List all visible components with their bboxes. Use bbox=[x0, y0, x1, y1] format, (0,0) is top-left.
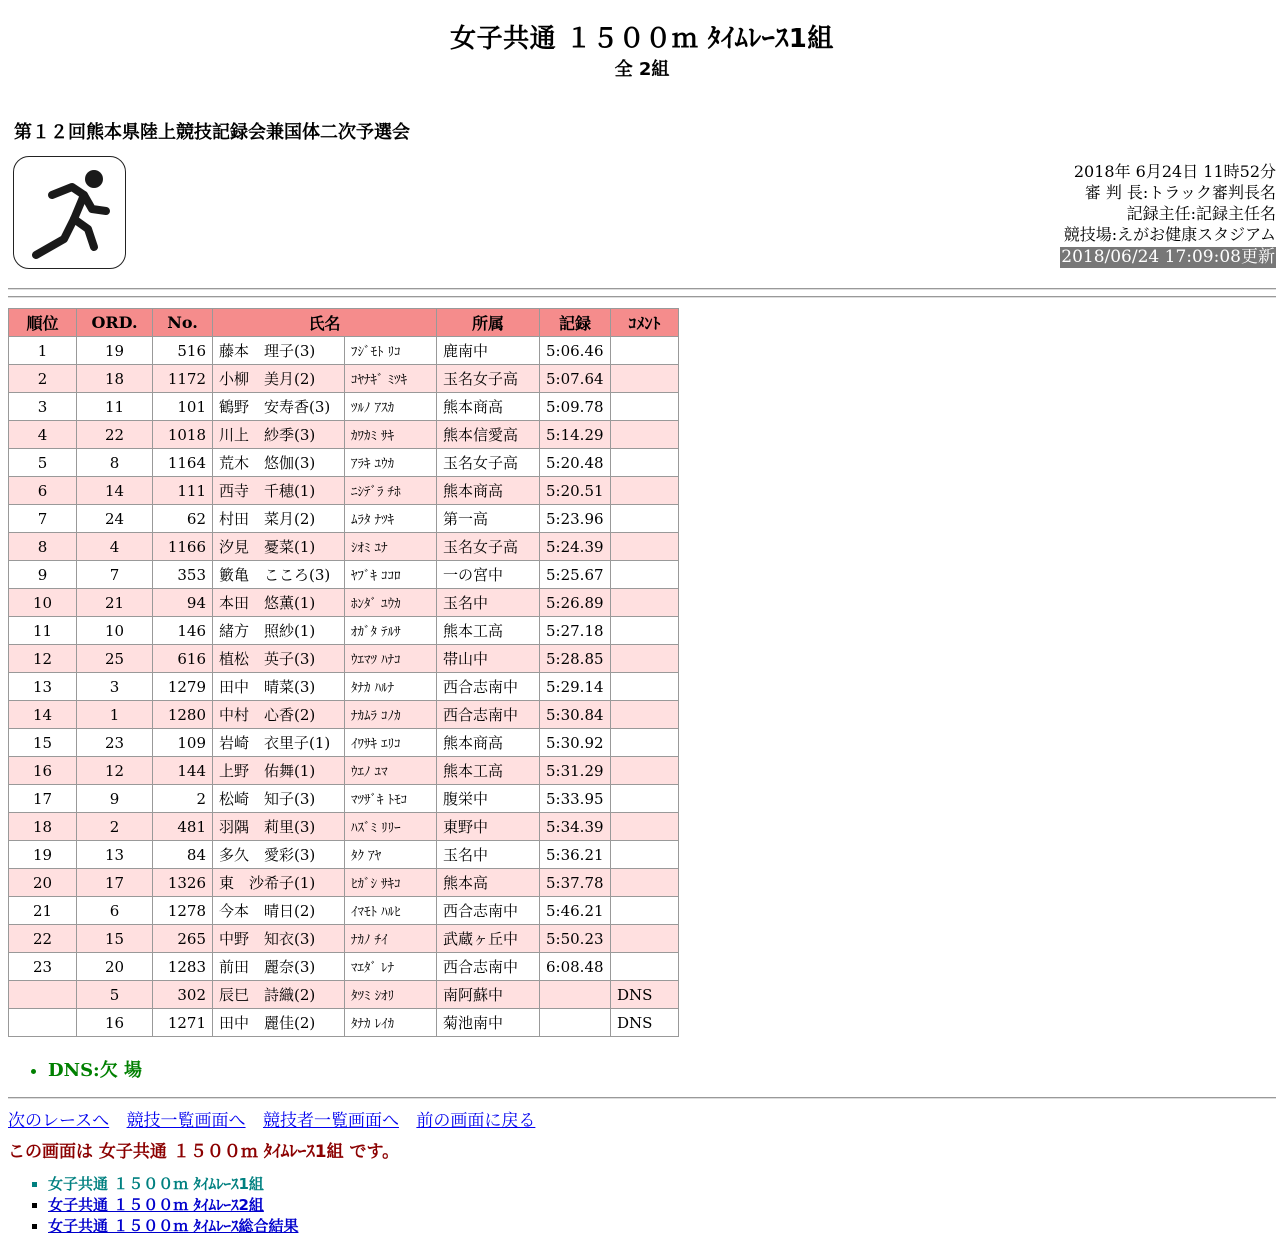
cell-record: 5:50.23 bbox=[540, 925, 611, 953]
cell-no: 1166 bbox=[153, 533, 213, 561]
cell-comment bbox=[611, 393, 679, 421]
cell-rank: 17 bbox=[9, 785, 77, 813]
cell-comment bbox=[611, 701, 679, 729]
cell-rank: 19 bbox=[9, 841, 77, 869]
cell-team: 玉名女子高 bbox=[437, 449, 540, 477]
cell-kana: ﾌｼﾞﾓﾄ ﾘｺ bbox=[345, 337, 437, 365]
cell-record: 5:09.78 bbox=[540, 393, 611, 421]
cell-team: 熊本商高 bbox=[437, 393, 540, 421]
cell-record: 5:14.29 bbox=[540, 421, 611, 449]
cell-ord: 4 bbox=[77, 533, 153, 561]
cell-rank: 14 bbox=[9, 701, 77, 729]
cell-team: 西合志南中 bbox=[437, 897, 540, 925]
cell-no: 111 bbox=[153, 477, 213, 505]
cell-kana: ﾀﾂﾐ ｼｵﾘ bbox=[345, 981, 437, 1009]
cell-team: 鹿南中 bbox=[437, 337, 540, 365]
table-row bbox=[9, 337, 679, 365]
cell-record: 5:23.96 bbox=[540, 505, 611, 533]
table-row bbox=[9, 953, 679, 981]
cell-record: 5:36.21 bbox=[540, 841, 611, 869]
cell-record: 5:26.89 bbox=[540, 589, 611, 617]
race-list bbox=[28, 1174, 298, 1237]
cell-name: 辰巳 詩織(2) bbox=[213, 981, 345, 1009]
table-row bbox=[9, 981, 679, 1009]
cell-ord: 18 bbox=[77, 365, 153, 393]
cell-kana: ﾋｶﾞｼ ｻｷｺ bbox=[345, 869, 437, 897]
table-header-row bbox=[9, 309, 679, 337]
cell-no: 265 bbox=[153, 925, 213, 953]
table-row bbox=[9, 673, 679, 701]
cell-kana: ｺﾔﾅｷﾞ ﾐﾂｷ bbox=[345, 365, 437, 393]
race-link-overall[interactable]: 女子共通 １５００ｍ ﾀｲﾑﾚｰｽ総合結果 bbox=[48, 1217, 299, 1235]
cell-record: 5:30.92 bbox=[540, 729, 611, 757]
cell-rank bbox=[9, 981, 77, 1009]
table-row bbox=[9, 589, 679, 617]
table-row bbox=[9, 1009, 679, 1037]
table-row bbox=[9, 757, 679, 785]
cell-no: 1280 bbox=[153, 701, 213, 729]
cell-ord: 9 bbox=[77, 785, 153, 813]
cell-comment bbox=[611, 449, 679, 477]
table-row bbox=[9, 701, 679, 729]
table-row bbox=[9, 421, 679, 449]
cell-no: 616 bbox=[153, 645, 213, 673]
cell-ord: 21 bbox=[77, 589, 153, 617]
cell-ord: 24 bbox=[77, 505, 153, 533]
cell-no: 1172 bbox=[153, 365, 213, 393]
cell-ord: 14 bbox=[77, 477, 153, 505]
cell-team: 熊本商高 bbox=[437, 729, 540, 757]
cell-record: 5:33.95 bbox=[540, 785, 611, 813]
table-row bbox=[9, 365, 679, 393]
table-row bbox=[9, 449, 679, 477]
cell-record: 5:20.48 bbox=[540, 449, 611, 477]
cell-comment bbox=[611, 505, 679, 533]
race-info bbox=[1060, 161, 1276, 268]
race-list-item bbox=[48, 1216, 298, 1237]
table-row bbox=[9, 925, 679, 953]
results-table bbox=[8, 308, 679, 1037]
cell-team: 熊本高 bbox=[437, 869, 540, 897]
cell-ord: 16 bbox=[77, 1009, 153, 1037]
cell-rank: 15 bbox=[9, 729, 77, 757]
cell-kana: ﾀｸ ｱﾔ bbox=[345, 841, 437, 869]
cell-no: 1278 bbox=[153, 897, 213, 925]
cell-no: 2 bbox=[153, 785, 213, 813]
cell-kana: ｲﾜｻｷ ｴﾘｺ bbox=[345, 729, 437, 757]
cell-team: 東野中 bbox=[437, 813, 540, 841]
table-row bbox=[9, 869, 679, 897]
cell-name: 松崎 知子(3) bbox=[213, 785, 345, 813]
cell-team: 第一高 bbox=[437, 505, 540, 533]
cell-rank: 10 bbox=[9, 589, 77, 617]
race-list-item-current: ▪ 女子共通 １５００ｍ ﾀｲﾑﾚｰｽ1組 bbox=[48, 1174, 298, 1195]
cell-comment bbox=[611, 813, 679, 841]
cell-record: 5:34.39 bbox=[540, 813, 611, 841]
cell-comment bbox=[611, 533, 679, 561]
cell-rank bbox=[9, 1009, 77, 1037]
event-list-link[interactable]: 競技一覧画面へ bbox=[126, 1111, 246, 1131]
cell-name: 今本 晴日(2) bbox=[213, 897, 345, 925]
cell-no: 62 bbox=[153, 505, 213, 533]
cell-team: 玉名中 bbox=[437, 841, 540, 869]
cell-comment bbox=[611, 617, 679, 645]
cell-no: 302 bbox=[153, 981, 213, 1009]
cell-kana: ﾎﾝﾀﾞ ﾕｳｶ bbox=[345, 589, 437, 617]
meet-name: 第１２回熊本県陸上競技記録会兼国体二次予選会 bbox=[14, 122, 410, 143]
legend-dns: • DNS:欠 場 bbox=[48, 1056, 142, 1082]
next-race-link[interactable]: 次のレースへ bbox=[8, 1111, 110, 1131]
cell-rank: 8 bbox=[9, 533, 77, 561]
cell-rank: 16 bbox=[9, 757, 77, 785]
cell-name: 岩崎 衣里子(1) bbox=[213, 729, 345, 757]
cell-rank: 20 bbox=[9, 869, 77, 897]
cell-kana: ﾏｴﾀﾞ ﾚﾅ bbox=[345, 953, 437, 981]
cell-ord: 3 bbox=[77, 673, 153, 701]
cell-rank: 1 bbox=[9, 337, 77, 365]
cell-team: 熊本商高 bbox=[437, 477, 540, 505]
cell-kana: ﾏﾂｻﾞｷ ﾄﾓｺ bbox=[345, 785, 437, 813]
cell-no: 1283 bbox=[153, 953, 213, 981]
cell-comment bbox=[611, 785, 679, 813]
cell-name: 中野 知衣(3) bbox=[213, 925, 345, 953]
divider bbox=[8, 1097, 1276, 1099]
header-record: 記録 bbox=[540, 309, 611, 337]
cell-kana: ﾑﾗﾀ ﾅﾂｷ bbox=[345, 505, 437, 533]
cell-record bbox=[540, 1009, 611, 1037]
cell-name: 植松 英子(3) bbox=[213, 645, 345, 673]
cell-record: 5:24.39 bbox=[540, 533, 611, 561]
cell-comment bbox=[611, 953, 679, 981]
cell-comment bbox=[611, 645, 679, 673]
cell-rank: 7 bbox=[9, 505, 77, 533]
cell-comment bbox=[611, 869, 679, 897]
cell-rank: 13 bbox=[9, 673, 77, 701]
cell-ord: 5 bbox=[77, 981, 153, 1009]
cell-ord: 2 bbox=[77, 813, 153, 841]
cell-record: 6:08.48 bbox=[540, 953, 611, 981]
cell-name: 上野 佑舞(1) bbox=[213, 757, 345, 785]
cell-team: 西合志南中 bbox=[437, 673, 540, 701]
cell-kana: ｶﾜｶﾐ ｻｷ bbox=[345, 421, 437, 449]
cell-team: 南阿蘇中 bbox=[437, 981, 540, 1009]
table-row bbox=[9, 533, 679, 561]
cell-rank: 18 bbox=[9, 813, 77, 841]
cell-name: 村田 菜月(2) bbox=[213, 505, 345, 533]
runner-icon bbox=[13, 156, 126, 269]
cell-name: 田中 晴菜(3) bbox=[213, 673, 345, 701]
cell-record: 5:06.46 bbox=[540, 337, 611, 365]
cell-name: 汐見 憂菜(1) bbox=[213, 533, 345, 561]
cell-record: 5:31.29 bbox=[540, 757, 611, 785]
cell-no: 1279 bbox=[153, 673, 213, 701]
cell-comment bbox=[611, 729, 679, 757]
cell-name: 藤本 理子(3) bbox=[213, 337, 345, 365]
cell-rank: 3 bbox=[9, 393, 77, 421]
cell-ord: 19 bbox=[77, 337, 153, 365]
header-ord: ORD. bbox=[77, 309, 153, 337]
cell-kana: ｲﾏﾓﾄ ﾊﾙﾋ bbox=[345, 897, 437, 925]
cell-rank: 5 bbox=[9, 449, 77, 477]
table-row bbox=[9, 813, 679, 841]
cell-name: 中村 心香(2) bbox=[213, 701, 345, 729]
cell-name: 鶴野 安寿香(3) bbox=[213, 393, 345, 421]
cell-name: 西寺 千穂(1) bbox=[213, 477, 345, 505]
cell-comment bbox=[611, 673, 679, 701]
divider bbox=[8, 296, 1276, 298]
cell-record: 5:28.85 bbox=[540, 645, 611, 673]
cell-comment: DNS bbox=[611, 1009, 679, 1037]
cell-no: 94 bbox=[153, 589, 213, 617]
cell-ord: 22 bbox=[77, 421, 153, 449]
table-row bbox=[9, 393, 679, 421]
cell-name: 田中 麗佳(2) bbox=[213, 1009, 345, 1037]
cell-rank: 4 bbox=[9, 421, 77, 449]
cell-ord: 20 bbox=[77, 953, 153, 981]
cell-team: 熊本信愛高 bbox=[437, 421, 540, 449]
cell-no: 84 bbox=[153, 841, 213, 869]
cell-comment bbox=[611, 421, 679, 449]
cell-comment bbox=[611, 757, 679, 785]
cell-no: 1326 bbox=[153, 869, 213, 897]
updated-timestamp: 2018/06/24 17:09:08更新 bbox=[1061, 247, 1275, 267]
cell-name: 川上 紗季(3) bbox=[213, 421, 345, 449]
cell-name: 羽隅 莉里(3) bbox=[213, 813, 345, 841]
cell-rank: 23 bbox=[9, 953, 77, 981]
header-rank: 順位 bbox=[9, 309, 77, 337]
back-link[interactable]: 前の画面に戻る bbox=[416, 1111, 536, 1131]
cell-rank: 6 bbox=[9, 477, 77, 505]
table-row bbox=[9, 841, 679, 869]
cell-kana: ｵｶﾞﾀ ﾃﾙｻ bbox=[345, 617, 437, 645]
athlete-list-link[interactable]: 競技者一覧画面へ bbox=[262, 1111, 399, 1131]
cell-team: 西合志南中 bbox=[437, 701, 540, 729]
cell-comment bbox=[611, 841, 679, 869]
cell-kana: ﾀﾅｶ ﾚｲｶ bbox=[345, 1009, 437, 1037]
cell-no: 516 bbox=[153, 337, 213, 365]
cell-name: 多久 愛彩(3) bbox=[213, 841, 345, 869]
cell-ord: 23 bbox=[77, 729, 153, 757]
cell-record: 5:30.84 bbox=[540, 701, 611, 729]
cell-kana: ｳｴﾉ ﾕﾏ bbox=[345, 757, 437, 785]
cell-record: 5:46.21 bbox=[540, 897, 611, 925]
cell-team: 玉名中 bbox=[437, 589, 540, 617]
referee: 審 判 長:トラック審判長名 bbox=[1084, 183, 1276, 202]
cell-rank: 2 bbox=[9, 365, 77, 393]
cell-team: 西合志南中 bbox=[437, 953, 540, 981]
cell-team: 一の宮中 bbox=[437, 561, 540, 589]
cell-no: 1271 bbox=[153, 1009, 213, 1037]
cell-kana: ﾂﾙﾉ ｱｽｶ bbox=[345, 393, 437, 421]
cell-comment bbox=[611, 561, 679, 589]
cell-name: 前田 麗奈(3) bbox=[213, 953, 345, 981]
cell-no: 109 bbox=[153, 729, 213, 757]
cell-kana: ﾔﾌﾞｷ ｺｺﾛ bbox=[345, 561, 437, 589]
current-screen-label: この画面は 女子共通 １５００ｍ ﾀｲﾑﾚｰｽ1組 です。 bbox=[8, 1142, 400, 1162]
cell-rank: 9 bbox=[9, 561, 77, 589]
header-comment: ｺﾒﾝﾄ bbox=[611, 309, 679, 337]
cell-ord: 6 bbox=[77, 897, 153, 925]
cell-kana: ｳｴﾏﾂ ﾊﾅｺ bbox=[345, 645, 437, 673]
race-list-item bbox=[48, 1195, 298, 1216]
cell-comment bbox=[611, 925, 679, 953]
cell-record: 5:27.18 bbox=[540, 617, 611, 645]
cell-comment bbox=[611, 897, 679, 925]
cell-rank: 11 bbox=[9, 617, 77, 645]
table-row bbox=[9, 897, 679, 925]
cell-kana: ｼｵﾐ ﾕﾅ bbox=[345, 533, 437, 561]
cell-record: 5:29.14 bbox=[540, 673, 611, 701]
recorder: 記録主任:記録主任名 bbox=[1126, 204, 1276, 223]
cell-no: 101 bbox=[153, 393, 213, 421]
cell-team: 玉名女子高 bbox=[437, 533, 540, 561]
page-title: 女子共通 １５００ｍ ﾀｲﾑﾚｰｽ1組 bbox=[450, 24, 834, 54]
cell-rank: 22 bbox=[9, 925, 77, 953]
cell-no: 1018 bbox=[153, 421, 213, 449]
cell-ord: 15 bbox=[77, 925, 153, 953]
cell-kana: ﾀﾅｶ ﾊﾙﾅ bbox=[345, 673, 437, 701]
cell-no: 481 bbox=[153, 813, 213, 841]
table-row bbox=[9, 785, 679, 813]
nav-links bbox=[8, 1106, 547, 1131]
table-row bbox=[9, 561, 679, 589]
cell-rank: 12 bbox=[9, 645, 77, 673]
cell-record: 5:07.64 bbox=[540, 365, 611, 393]
cell-rank: 21 bbox=[9, 897, 77, 925]
cell-name: 小柳 美月(2) bbox=[213, 365, 345, 393]
header-name: 氏名 bbox=[213, 309, 437, 337]
header-team: 所属 bbox=[437, 309, 540, 337]
cell-team: 熊本工高 bbox=[437, 617, 540, 645]
table-row bbox=[9, 505, 679, 533]
cell-kana: ﾊｽﾞﾐ ﾘﾘｰ bbox=[345, 813, 437, 841]
cell-ord: 13 bbox=[77, 841, 153, 869]
cell-ord: 8 bbox=[77, 449, 153, 477]
cell-no: 144 bbox=[153, 757, 213, 785]
cell-name: 荒木 悠伽(3) bbox=[213, 449, 345, 477]
cell-kana: ﾅｶﾉ ﾁｲ bbox=[345, 925, 437, 953]
cell-ord: 1 bbox=[77, 701, 153, 729]
cell-team: 腹栄中 bbox=[437, 785, 540, 813]
cell-no: 1164 bbox=[153, 449, 213, 477]
cell-name: 緒方 照紗(1) bbox=[213, 617, 345, 645]
cell-team: 菊池南中 bbox=[437, 1009, 540, 1037]
cell-team: 熊本工高 bbox=[437, 757, 540, 785]
cell-ord: 11 bbox=[77, 393, 153, 421]
cell-kana: ﾅｶﾑﾗ ｺﾉｶ bbox=[345, 701, 437, 729]
cell-comment bbox=[611, 365, 679, 393]
cell-ord: 10 bbox=[77, 617, 153, 645]
cell-record bbox=[540, 981, 611, 1009]
cell-no: 353 bbox=[153, 561, 213, 589]
legend bbox=[28, 1056, 142, 1082]
cell-kana: ﾆｼﾃﾞﾗ ﾁﾎ bbox=[345, 477, 437, 505]
cell-comment bbox=[611, 477, 679, 505]
race-datetime: 2018年 6月24日 11時52分 bbox=[1073, 162, 1276, 181]
cell-team: 武蔵ヶ丘中 bbox=[437, 925, 540, 953]
cell-name: 籔亀 こころ(3) bbox=[213, 561, 345, 589]
page-subtitle: 全 2組 bbox=[614, 59, 670, 80]
cell-team: 帯山中 bbox=[437, 645, 540, 673]
cell-no: 146 bbox=[153, 617, 213, 645]
table-row bbox=[9, 617, 679, 645]
header-no: No. bbox=[153, 309, 213, 337]
cell-name: 本田 悠薫(1) bbox=[213, 589, 345, 617]
cell-record: 5:37.78 bbox=[540, 869, 611, 897]
cell-comment bbox=[611, 589, 679, 617]
table-row bbox=[9, 645, 679, 673]
cell-record: 5:20.51 bbox=[540, 477, 611, 505]
table-row bbox=[9, 729, 679, 757]
divider bbox=[8, 288, 1276, 290]
cell-kana: ｱﾗｷ ﾕｳｶ bbox=[345, 449, 437, 477]
cell-ord: 12 bbox=[77, 757, 153, 785]
table-row bbox=[9, 477, 679, 505]
race-link-heat2[interactable]: 女子共通 １５００ｍ ﾀｲﾑﾚｰｽ2組 bbox=[48, 1196, 264, 1214]
cell-ord: 7 bbox=[77, 561, 153, 589]
cell-comment bbox=[611, 337, 679, 365]
venue: 競技場:えがお健康スタジアム bbox=[1063, 225, 1276, 244]
cell-record: 5:25.67 bbox=[540, 561, 611, 589]
cell-ord: 17 bbox=[77, 869, 153, 897]
cell-ord: 25 bbox=[77, 645, 153, 673]
cell-team: 玉名女子高 bbox=[437, 365, 540, 393]
cell-comment: DNS bbox=[611, 981, 679, 1009]
cell-name: 東 沙希子(1) bbox=[213, 869, 345, 897]
